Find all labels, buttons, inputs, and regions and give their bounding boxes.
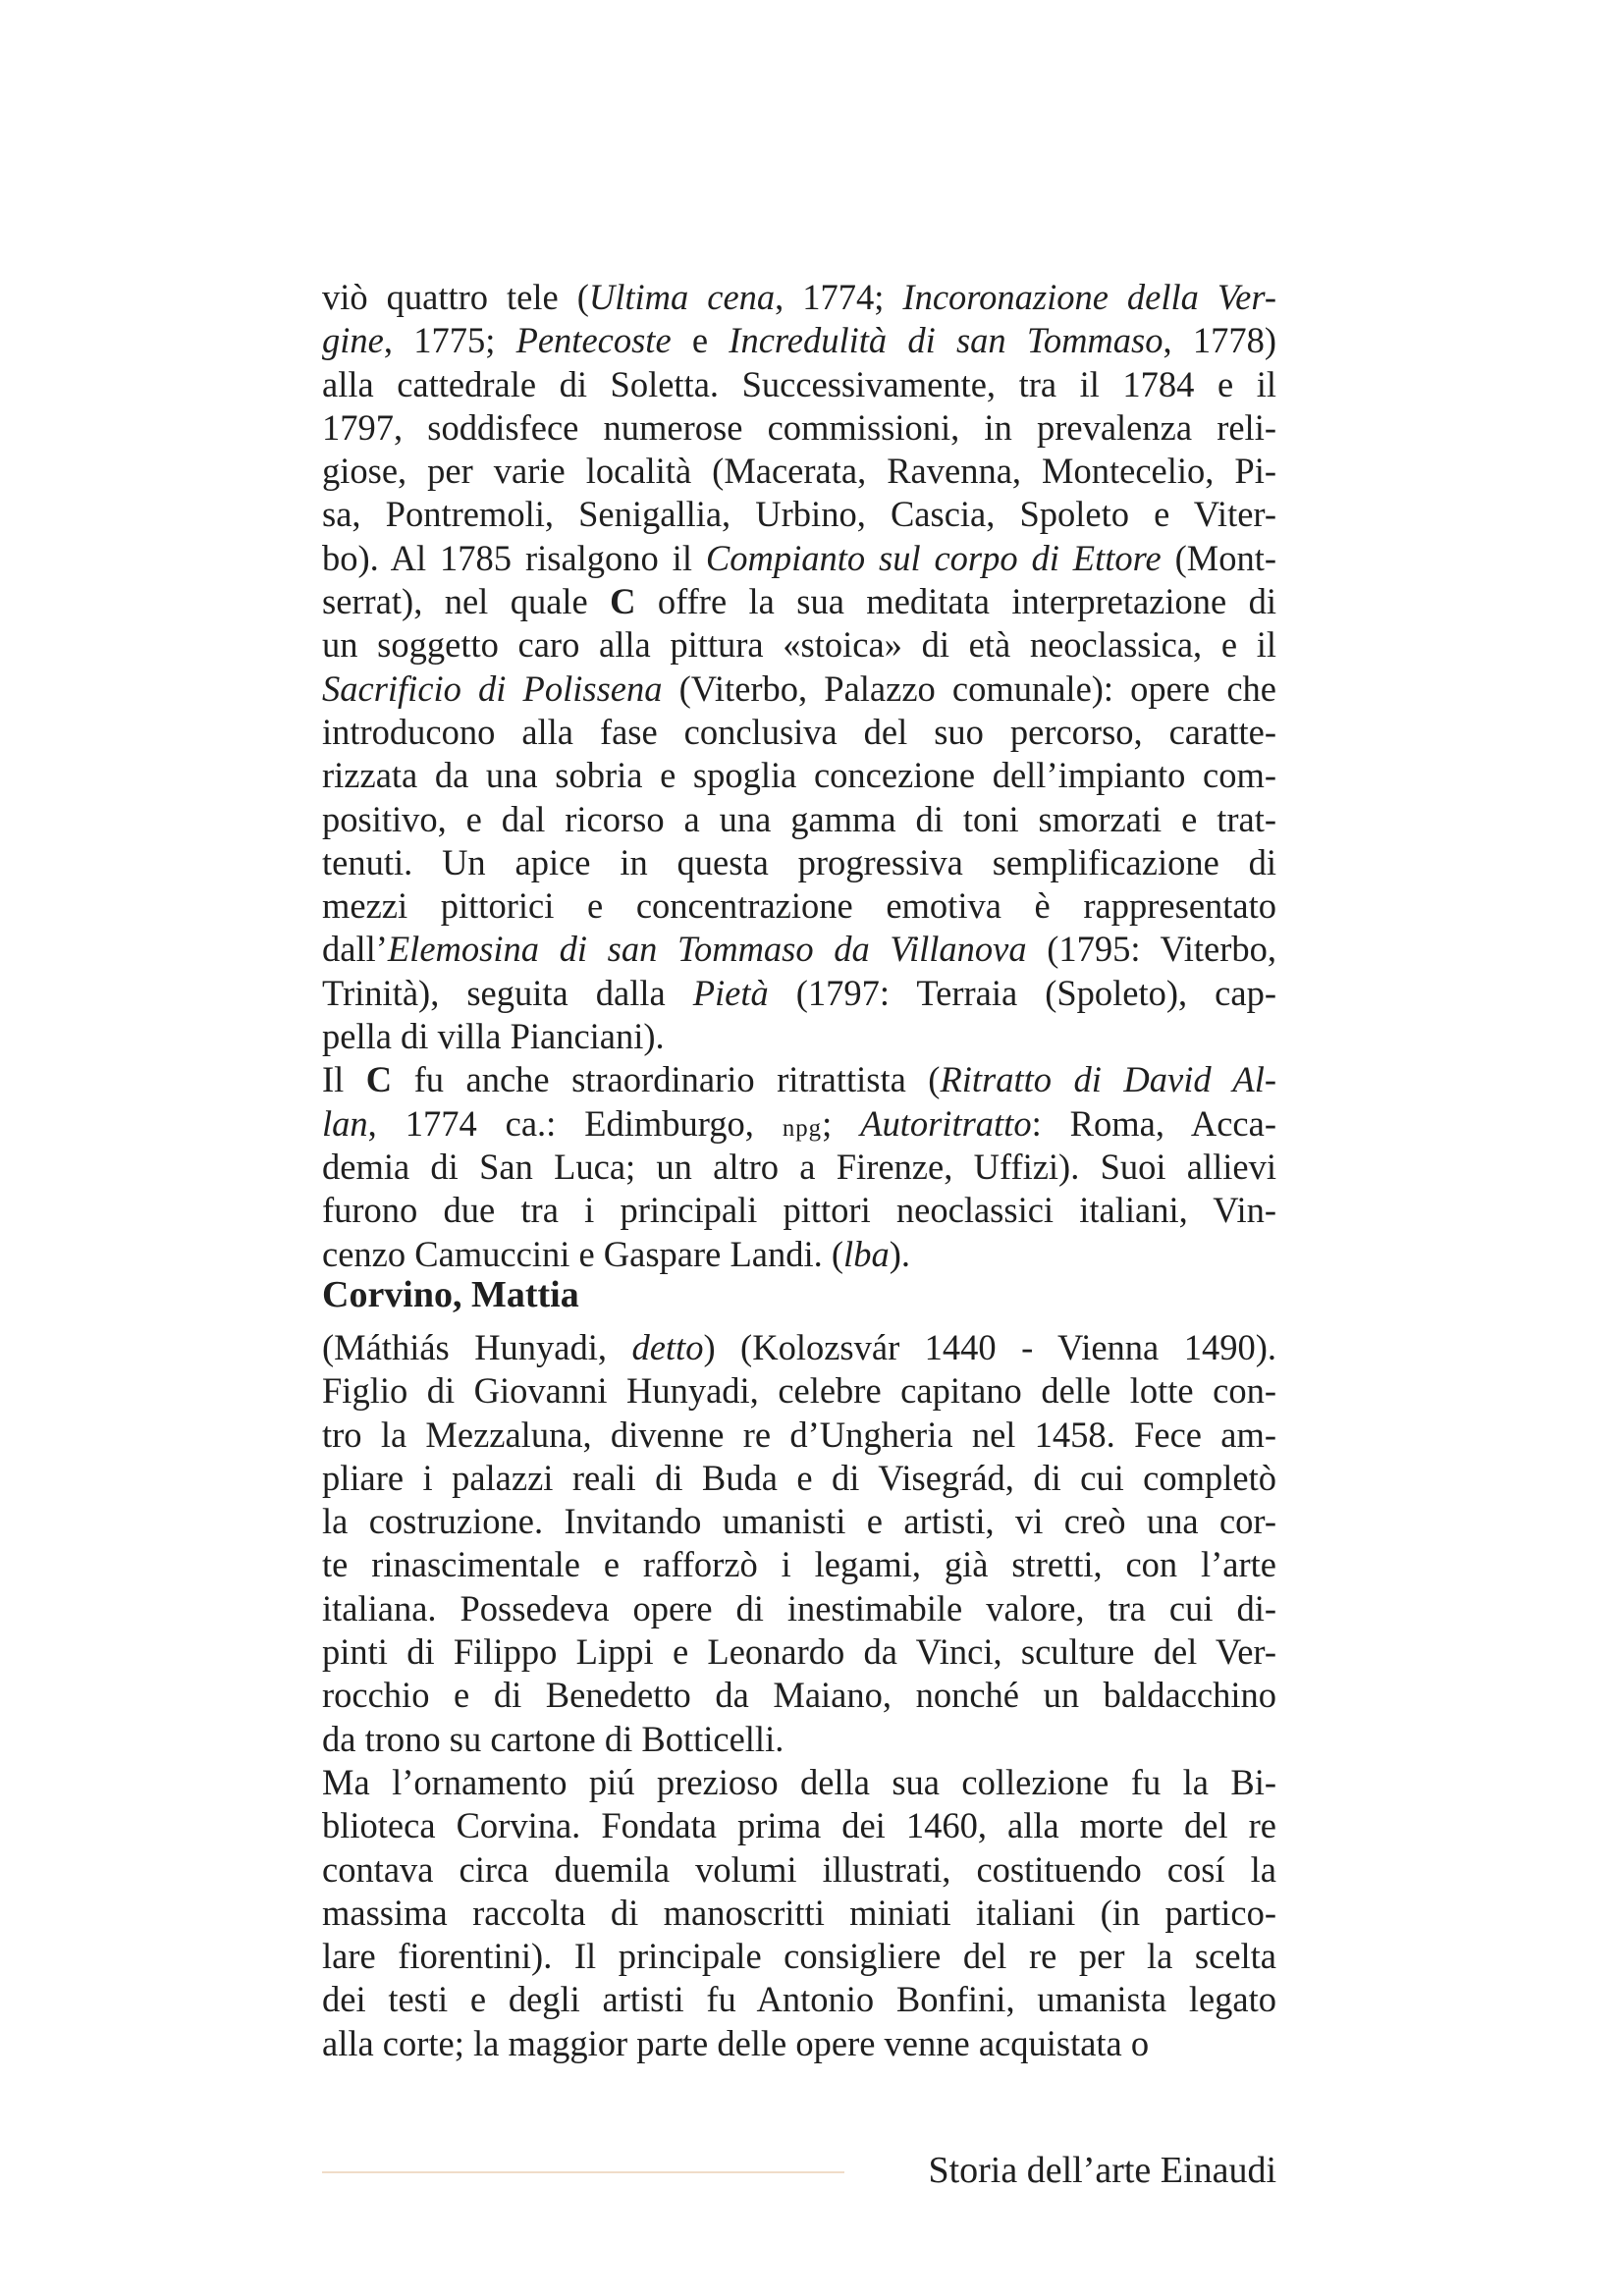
entry-body-text	[322, 1326, 1276, 2065]
text-run: cenzo Camuccini e Gaspare Landi. (	[322, 1233, 844, 1274]
text-run: pella di villa Pianciani).	[322, 1016, 665, 1057]
text-run: positivo, e dal ricorso a una gamma di toni smorzati e trat-	[322, 798, 1276, 839]
entry-heading: Corvino, Mattia	[322, 1274, 579, 1315]
italic-text: Elemosina di san Tommaso da Villanova	[387, 929, 1027, 970]
text-line	[322, 1718, 1276, 1761]
italic-text: Incredulità di san Tommaso	[729, 320, 1163, 361]
text-line	[322, 667, 1276, 711]
text-line	[322, 1102, 1276, 1146]
text-run: serrat), nel quale	[322, 581, 611, 622]
text-run: 1797, soddisfece numerose commissioni, in prevalenza reli-	[322, 406, 1276, 448]
text-run: sa, Pontremoli, Senigallia, Urbino, Cascia, Spoleto e Viter-	[322, 494, 1276, 535]
footer-rule	[322, 2171, 844, 2173]
italic-text: Sacrificio di Polissena	[322, 667, 663, 709]
text-line	[322, 1414, 1276, 1457]
text-line	[322, 1761, 1276, 1804]
text-run: Il	[322, 1059, 366, 1100]
text-run: fu anche straordinario ritrattista (	[392, 1059, 941, 1100]
text-line	[322, 1543, 1276, 1586]
text-line	[322, 623, 1276, 667]
text-line	[322, 1674, 1276, 1717]
text-run: pliare i palazzi reali di Buda e di Visegrád, di cui completò	[322, 1457, 1276, 1498]
text-line	[322, 711, 1276, 754]
text-run: (Máthiás Hunyadi,	[322, 1327, 632, 1367]
text-line	[322, 798, 1276, 841]
text-line	[322, 1978, 1276, 2021]
text-run: ) (Kolozsvár 1440 - Vienna 1490).	[703, 1327, 1276, 1367]
text-line	[322, 1804, 1276, 1847]
text-run: un soggetto caro alla pittura «stoica» di età neoclassica, e il	[322, 624, 1276, 666]
italic-text: detto	[631, 1327, 704, 1367]
small-caps-text: npg	[782, 1114, 823, 1142]
text-run: dall’	[322, 929, 388, 970]
text-line	[322, 1630, 1276, 1674]
text-line	[322, 1233, 1276, 1276]
italic-text: Ultima cena	[588, 277, 776, 317]
text-line	[322, 319, 1276, 362]
text-line	[322, 1058, 1276, 1101]
text-line	[322, 1369, 1276, 1413]
text-line	[322, 1587, 1276, 1630]
text-run: massima raccolta di manoscritti miniati italiani (in partico-	[322, 1892, 1276, 1933]
text-run: rizzata da una sobria e spoglia concezione dell’impianto com-	[322, 755, 1276, 796]
text-run: (1797: Terraia (Spoleto), cap-	[768, 972, 1276, 1013]
text-line	[322, 493, 1276, 536]
italic-text: Pentecoste	[515, 320, 672, 361]
text-run: Trinità), seguita dalla	[322, 972, 693, 1013]
text-run: , 1774;	[775, 277, 903, 317]
text-run: blioteca Corvina. Fondata prima dei 1460, alla morte del re	[322, 1805, 1276, 1846]
text-line	[322, 1935, 1276, 1978]
text-line	[322, 1015, 1276, 1058]
text-line	[322, 1457, 1276, 1500]
text-line	[322, 1500, 1276, 1543]
text-line	[322, 972, 1276, 1015]
text-line	[322, 1326, 1276, 1369]
text-line	[322, 1848, 1276, 1892]
text-line	[322, 1146, 1276, 1189]
text-line	[322, 2022, 1276, 2065]
text-line	[322, 928, 1276, 971]
text-run: , 1775;	[383, 320, 516, 361]
text-run: offre la sua meditata interpretazione di	[635, 581, 1277, 622]
text-run: giose, per varie località (Macerata, Ravenna, Montecelio, Pi-	[322, 451, 1276, 492]
text-run: demia di San Luca; un altro a Firenze, Uffizi). Suoi allievi	[322, 1146, 1276, 1187]
text-run: alla corte; la maggior parte delle opere venne acquistata o	[322, 2022, 1150, 2063]
text-run: : Roma, Acca-	[1031, 1102, 1276, 1144]
text-run: furono due tra i principali pittori neoclassici italiani, Vin-	[322, 1190, 1276, 1231]
text-line	[322, 1892, 1276, 1935]
text-line	[322, 276, 1276, 319]
text-run: viò quattro tele (	[322, 277, 589, 317]
text-line	[322, 884, 1276, 928]
text-line	[322, 537, 1276, 580]
text-run: da trono su cartone di Botticelli.	[322, 1718, 784, 1759]
text-line	[322, 1189, 1276, 1232]
italic-text: lan	[322, 1102, 368, 1144]
italic-text: Compianto sul corpo di Ettore	[705, 537, 1162, 578]
bold-text: C	[365, 1059, 393, 1100]
text-run: dei testi e degli artisti fu Antonio Bonfini, umanista legato	[322, 1979, 1276, 2020]
text-line	[322, 841, 1276, 884]
text-run: italiana. Possedeva opere di inestimabile valore, tra cui di-	[322, 1587, 1276, 1629]
text-line	[322, 754, 1276, 797]
text-run: pinti di Filippo Lippi e Leonardo da Vinci, sculture del Ver-	[322, 1631, 1276, 1673]
text-line	[322, 406, 1276, 450]
text-run: , 1774 ca.: Edimburgo,	[367, 1102, 783, 1144]
text-run: introducono alla fase conclusiva del suo percorso, caratte-	[322, 711, 1276, 752]
text-line	[322, 450, 1276, 493]
italic-text: Ritratto di David Al-	[940, 1059, 1276, 1100]
bold-text: C	[610, 581, 636, 622]
text-run: contava circa duemila volumi illustrati, costituendo cosí la	[322, 1848, 1276, 1890]
italic-text: Pietà	[692, 972, 769, 1013]
text-run: bo). Al 1785 risalgono il	[322, 537, 706, 578]
italic-text: gine	[322, 320, 384, 361]
text-run: , 1778)	[1163, 320, 1276, 361]
entry-continuation-text	[322, 276, 1276, 1276]
text-run: e	[671, 320, 730, 361]
text-run: rocchio e di Benedetto da Maiano, nonché un baldacchino	[322, 1675, 1276, 1716]
italic-text: Autoritratto	[860, 1102, 1032, 1144]
text-run: (Mont-	[1161, 537, 1277, 578]
text-run: tro la Mezzaluna, divenne re d’Ungheria nel 1458. Fece am-	[322, 1414, 1276, 1455]
text-run: alla cattedrale di Soletta. Successivamente, tra il 1784 e il	[322, 363, 1276, 404]
footer-publisher: Storia dell’arte Einaudi	[928, 2150, 1276, 2191]
text-run: ;	[822, 1102, 861, 1144]
text-line	[322, 363, 1276, 406]
text-run: (Viterbo, Palazzo comunale): opere che	[662, 667, 1277, 709]
italic-text: lba	[843, 1233, 890, 1274]
italic-text: Incoronazione della Ver-	[902, 277, 1276, 317]
text-run: la costruzione. Invitando umanisti e artisti, vi creò una cor-	[322, 1501, 1276, 1542]
text-line	[322, 580, 1276, 623]
text-run: mezzi pittorici e concentrazione emotiva è rappresentato	[322, 885, 1276, 927]
text-run: ).	[889, 1233, 910, 1274]
text-run: tenuti. Un apice in questa progressiva semplificazione di	[322, 841, 1276, 882]
text-run: Figlio di Giovanni Hunyadi, celebre capitano delle lotte con-	[322, 1370, 1276, 1412]
text-run: te rinascimentale e rafforzò i legami, già stretti, con l’arte	[322, 1544, 1276, 1585]
text-run: (1795: Viterbo,	[1026, 929, 1276, 970]
text-run: lare fiorentini). Il principale consigliere del re per la scelta	[322, 1936, 1276, 1977]
text-run: Ma l’ornamento piú prezioso della sua collezione fu la Bi-	[322, 1761, 1276, 1802]
